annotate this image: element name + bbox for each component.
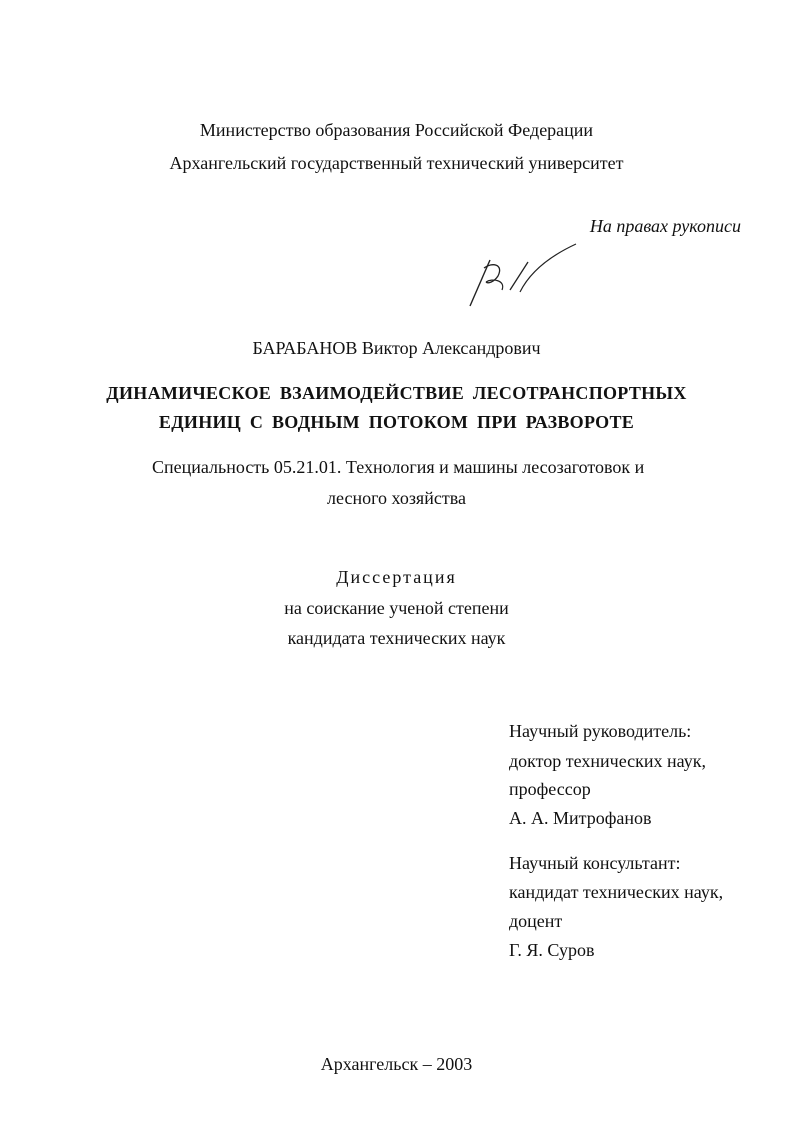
consultant-degree: кандидат технических наук, (509, 882, 724, 902)
manuscript-note: На правах рукописи (589, 216, 741, 236)
consultant-title: доцент (509, 911, 563, 931)
supervisor-role: Научный руководитель: (509, 721, 692, 741)
consultant-role: Научный консультант: (509, 853, 681, 873)
university-line: Архангельский государственный технический университет (169, 153, 624, 173)
thesis-title-line-2: ЕДИНИЦ С ВОДНЫМ ПОТОКОМ ПРИ РАЗВОРОТЕ (158, 412, 635, 432)
degree-sought-line-1: на соискание ученой степени (284, 598, 509, 618)
ministry-line: Министерство образования Российской Федерации (199, 120, 594, 140)
city-year: Архангельск – 2003 (320, 1054, 473, 1074)
consultant-name: Г. Я. Суров (509, 940, 595, 960)
thesis-title-line-1: ДИНАМИЧЕСКОЕ ВЗАИМОДЕЙСТВИЕ ЛЕСОТРАНСПОРТНЫХ (106, 383, 687, 403)
supervisor-degree: доктор технических наук, (509, 751, 706, 771)
supervisor-title: профессор (509, 779, 591, 799)
work-type-label: Диссертация (336, 567, 457, 587)
supervisor-name: А. А. Митрофанов (509, 808, 652, 828)
specialty-line-1: Специальность 05.21.01. Технология и машины лесозаготовок и (152, 457, 645, 477)
degree-sought-line-2: кандидата технических наук (287, 628, 506, 648)
author-name: БАРАБАНОВ Виктор Александрович (252, 338, 541, 358)
author-signature (462, 238, 582, 308)
specialty-line-2: лесного хозяйства (327, 488, 466, 508)
